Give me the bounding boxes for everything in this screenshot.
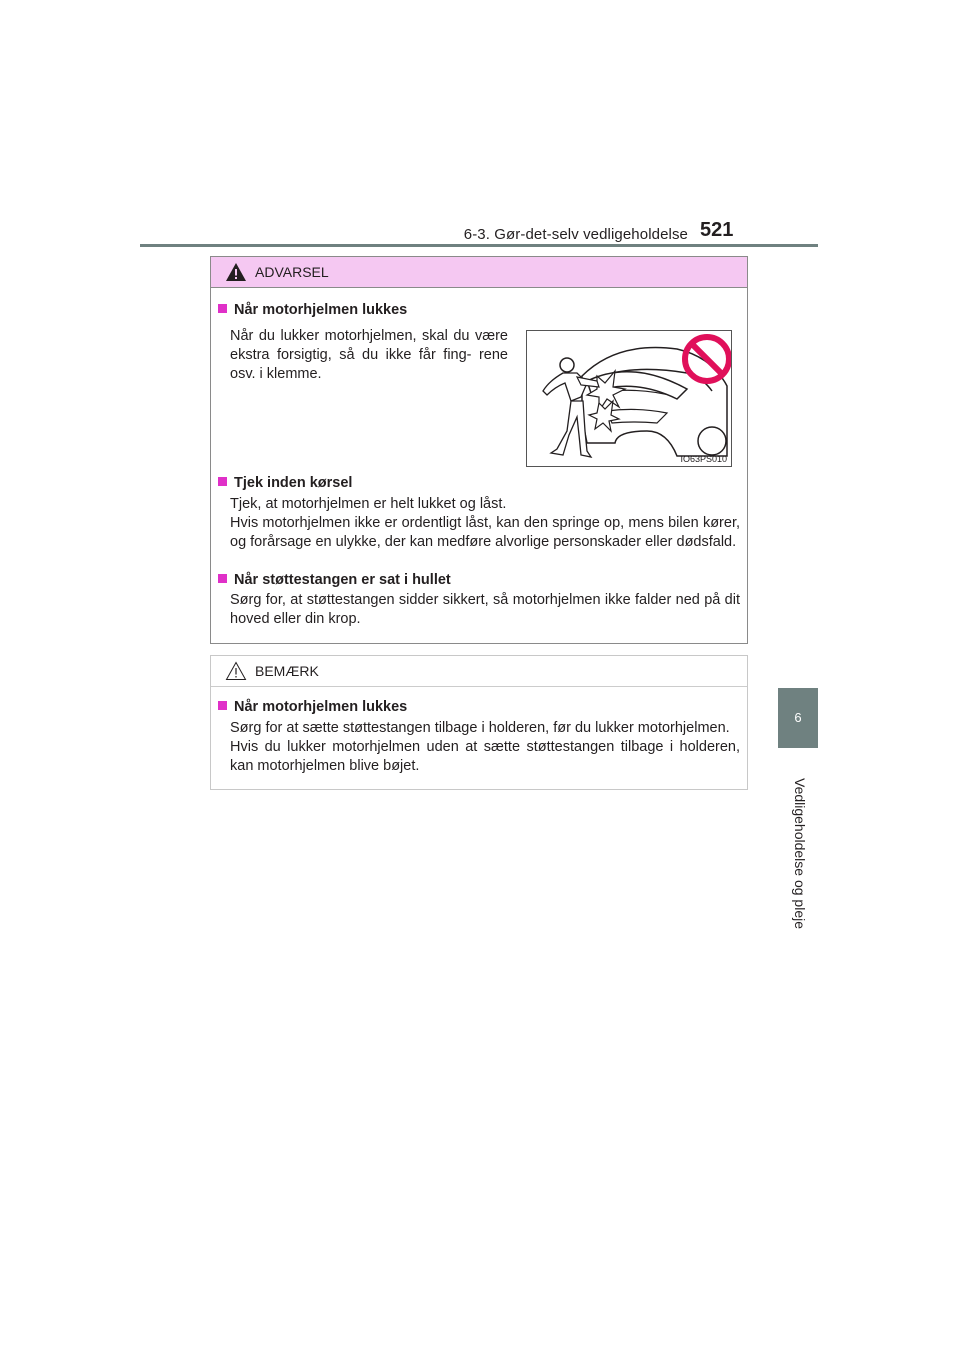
header-rule [140,244,818,247]
page-number: 521 [700,219,734,241]
notice-header [211,656,747,687]
warning-item-heading: Tjek inden kørsel [218,475,352,491]
closing-hood-illustration [526,330,732,467]
warning-title: ADVARSEL [255,264,329,280]
caution-triangle-icon [225,661,247,681]
bullet-square-icon [218,304,227,313]
warning-header [211,257,747,288]
notice-item-text: Sørg for at sætte støttestangen tilbage i holderen, før du lukker motorhjelmen. [230,720,730,736]
chapter-tab: 6 [778,688,818,748]
warning-item-heading: Når støttestangen er sat i hullet [218,572,451,588]
bullet-square-icon [218,574,227,583]
notice-item-text: Hvis du lukker motorhjelmen uden at sætte støttestangen tilbage i holderen, kan motorhjelmen blive bøjet. [230,739,740,774]
bullet-square-icon [218,477,227,486]
notice-box [210,655,748,790]
illustration-code: IO63PS010 [680,454,727,464]
warning-item-text: Tjek, at motorhjelmen er helt lukket og låst. [230,496,507,512]
car-hood-person-icon [527,331,731,466]
warning-box [210,256,748,644]
chapter-title: Vedligeholdelse og pleje [792,778,808,930]
warning-item-text: Sørg for, at støttestangen sidder sikkert, så motorhjelmen ikke falder ned på dit hoved eller din krop. [230,592,740,627]
section-title: 6-3. Gør-det-selv vedligeholdelse [463,226,688,243]
notice-item-heading: Når motorhjelmen lukkes [218,699,407,715]
warning-triangle-icon [225,262,247,282]
warning-item-heading: Når motorhjelmen lukkes [218,302,407,318]
bullet-square-icon [218,701,227,710]
warning-item-text: Hvis motorhjelmen ikke er ordentligt låst, kan den springe op, mens bilen kører, og forårsage en ulykke, der kan medføre alvorlige personskader eller dødsfald. [230,515,740,550]
warning-item-text: Når du lukker motorhjelmen, skal du være ekstra forsigtig, så du ikke får fing- rene osv. i klemme. [230,328,508,382]
notice-title: BEMÆRK [255,663,319,679]
